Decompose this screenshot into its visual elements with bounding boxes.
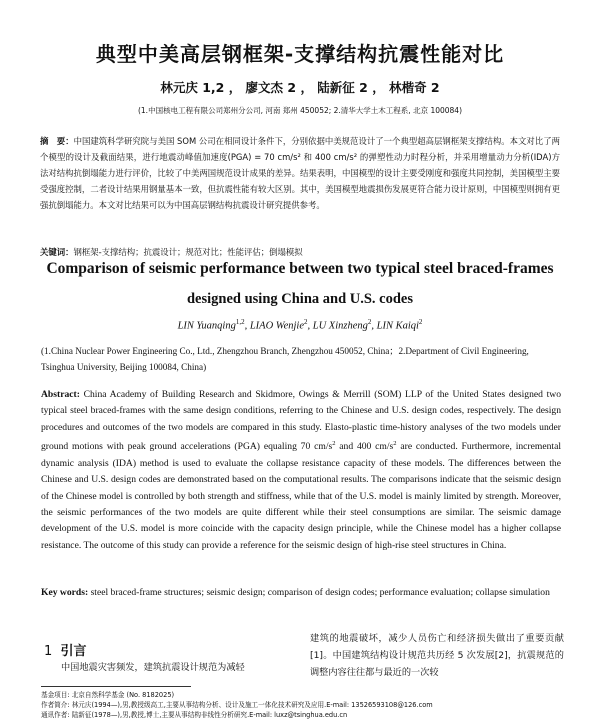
author-affiliation-mark: 2 [367,318,372,326]
section-title: 引言 [60,644,87,659]
english-title-line-1: Comparison of seismic performance between two typical steel braced-frames [46,260,554,277]
english-abstract-label: Abstract: [41,389,80,400]
chinese-abstract-label: 摘 要： [40,136,74,146]
english-keywords [41,585,561,601]
body-left-column: 中国地震灾害频发，建筑抗震设计规范为减轻 [61,662,245,673]
author-name: LIN Yuanqing [177,320,236,332]
english-keywords-text: steel braced-frame structures; seismic design; comparison of design codes; performance evaluation; collapse simulation [90,587,550,598]
english-abstract-text: China Academy of Building Research and Skidmore, Owings & Merrill (SOM) LLP of the United States designed two typical steel braced-frames with the same design conditions, referring to the Chinese and U.S. design codes, respectively. The design procedures and outcomes of the two models are compared in this study. Elasto-plastic time-history analyses of the two models under ground motions with peak ground accelerations (PGA) equaling 70 cm/s [41,389,561,453]
author-name: LIN Kaiqi [376,320,419,332]
chinese-abstract-text: 中国建筑科学研究院与美国 SOM 公司在相同设计条件下，分别依据中美规范设计了一个典型超高层钢框架支撑结构。本文对比了两个模型的设计及截面结果，进行地震动峰值加速度(PGA) = 70 cm/s² 和 400 cm/s² 的弹塑性动力时程分析，并采用增量动力分析(IDA)方法对结构抗倒塌能力进行评价，比较了中美两国规范设计成果的差异。结果表明，中国模型的设计主要受刚度和强度共同控制，美国模型主要受强度控制，二者设计结果用钢量基本一致，但抗震性能有较大区别。其中，美国模型地震损伤发展更符合能力设计原则，中国模型则拥有更强抗倒塌能力。本文对比结果可以为中国高层钢结构抗震设计研究提供参考。 [40,136,560,211]
author-name: LU Xinzheng [312,320,368,332]
body-right-column: 建筑的地震破坏，减少人员伤亡和经济损失做出了重要贡献[1]。中国建筑结构设计规范共历经 5 次发展[2]，抗震规范的调整内容往往都与最近的一次较 [310,633,564,678]
english-authors: LIN Yuanqing$^{1,2}$, LIAO Wenjie$^2$, LU Xinzheng$^2$, LIN Kaiqi$^2$ [177,318,423,332]
chinese-keywords [40,246,560,258]
english-keywords-label: Key words: [41,587,89,598]
author-name: LIAO Wenjie [249,320,304,332]
footnotes [41,690,561,720]
english-title-line-2: designed using China and U.S. codes [186,291,414,307]
footnote-divider [41,686,191,687]
superscript: 2 [393,440,397,448]
chinese-authors: 林元庆 1,2 ， 廖文杰 2 ， 陆新征 2 ， 林楷奇 2 [160,80,440,95]
chinese-abstract [40,133,560,213]
section-number: 1 [44,644,53,659]
author-affiliation-mark: 1,2 [235,318,245,326]
footnote-funding: 基金项目: 北京自然科学基金 (No. 8182025) [41,691,175,699]
english-abstract [41,387,561,554]
superscript: 2 [332,440,336,448]
chinese-title: 典型中美高层钢框架-支撑结构抗震性能对比 [95,42,505,66]
chinese-keywords-label: 关键词： [40,247,74,257]
chinese-affiliation: (1.中国核电工程有限公司郑州分公司, 河南 郑州 450052; 2.清华大学土木工程系, 北京 100084) [137,106,463,115]
english-abstract-text: are conducted. Furthermore, incremental dynamic analysis (IDA) method is used to evaluate the collapse resistance capacity of these models. The differences between the Chinese and U.S. design codes are demonstrated based on the computational results. The comparisons indicate that the seismic design of the Chinese model is controlled by both strength and stiffness, while that of the U.S. model is mainly limited by strength. Moreover, the seismic performances of the two models are quite different while their steel consumptions are similar. The seismic damage development of the U.S. model is more coincide with the capacity design principle, while the Chinese model has a higher collapse resistance. The outcome of this study can provide a reference for the seismic design of high-rise steel structures in China. [41,441,561,551]
author-affiliation-mark: 2 [303,318,308,326]
section-heading [44,640,87,659]
footnote-author-bio: 作者简介: 林元庆(1994—),男,教授级高工,主要从事结构分析、设计及施工一体化技术研究及应用.E-mail: 13526593108@126.com [41,701,433,709]
english-affiliation: (1.China Nuclear Power Engineering Co., Ltd., Zhengzhou Branch, Zhengzhou 450052, China；2.Department of Civil Engineering, Tsinghua University, Beijing 100084, China) [41,346,529,372]
chinese-keywords-text: 钢框架-支撑结构；抗震设计；规范对比；性能评估；倒塌模拟 [73,247,303,257]
english-abstract-text: and 400 cm/s [335,441,394,453]
footnote-corresponding: 通讯作者: 陆新征(1978—),男,教授,博士,主要从事结构非线性分析研究.E-mail: luxz@tsinghua.edu.cn [41,711,348,719]
author-affiliation-mark: 2 [418,318,423,326]
